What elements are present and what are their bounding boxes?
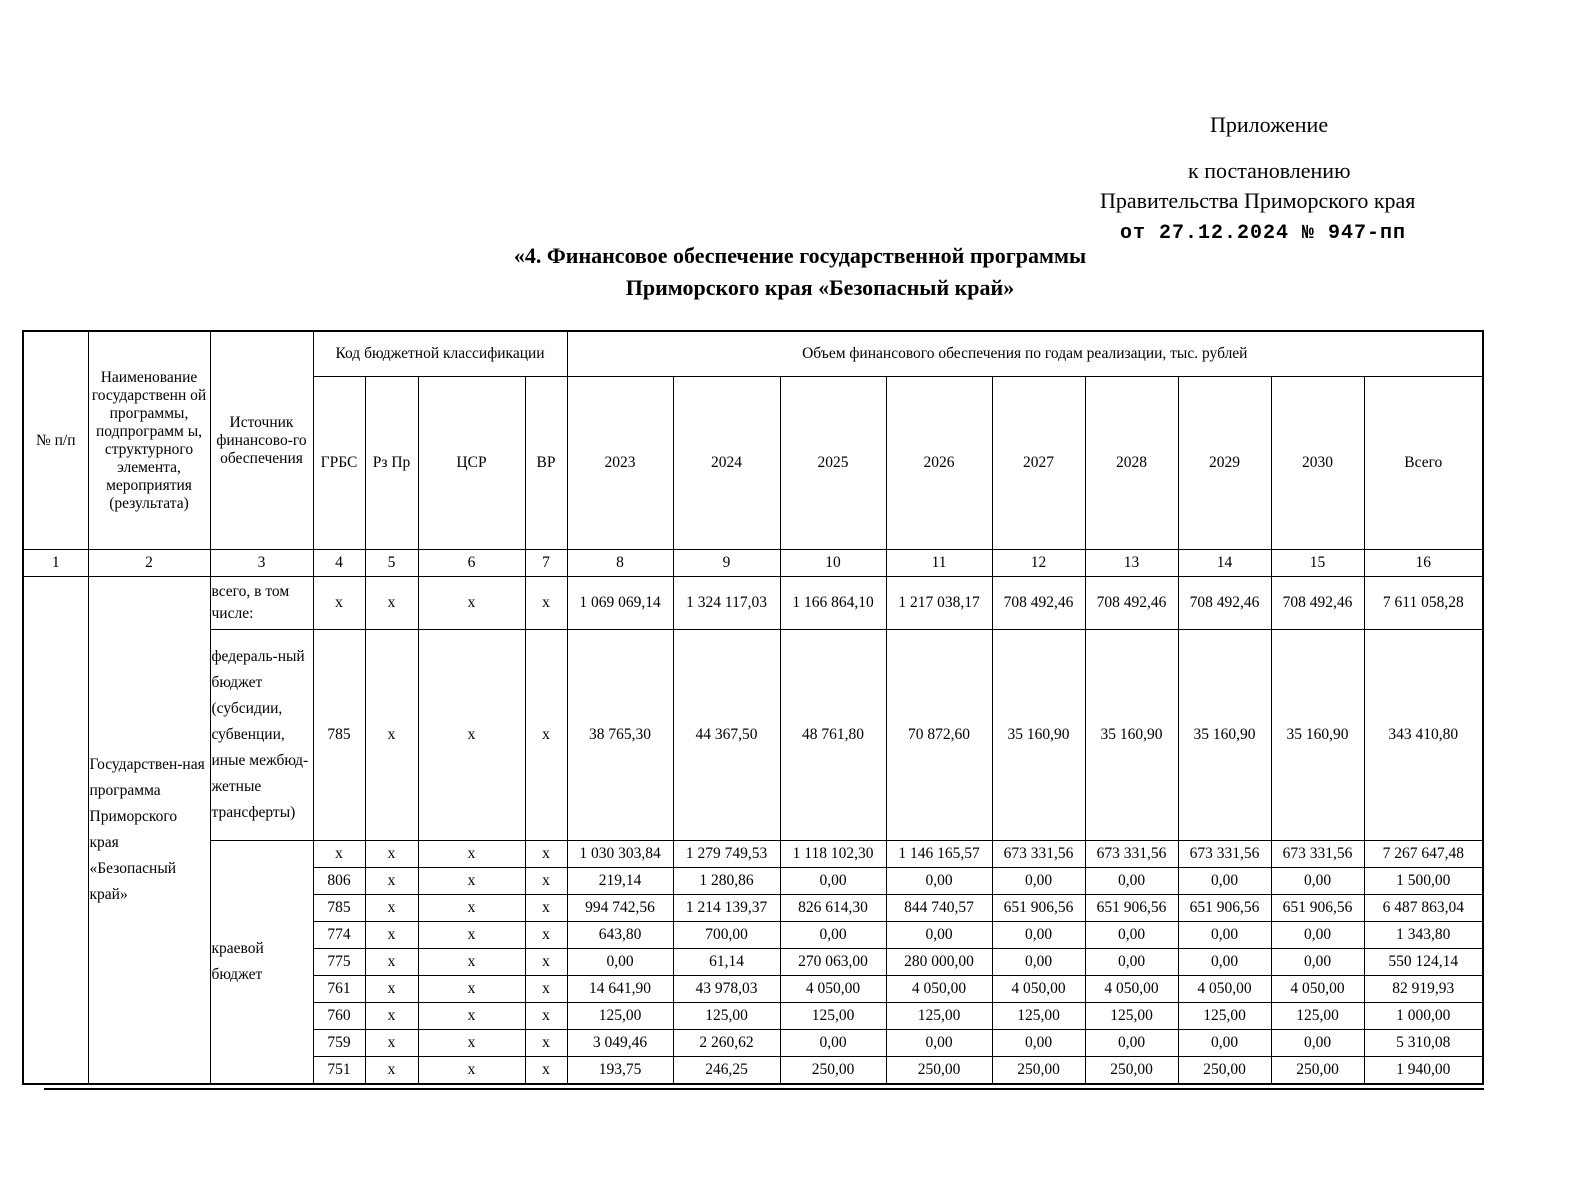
value-cell: 4 050,00	[780, 976, 886, 1003]
header-source: Источник финансово-го обеспечения	[210, 331, 313, 550]
value-cell: 219,14	[567, 868, 673, 895]
grbs-cell: 751	[313, 1057, 365, 1085]
row-number-cell	[23, 577, 88, 1085]
header-rzpr: Рз Пр	[365, 377, 418, 550]
value-cell: 125,00	[992, 1003, 1085, 1030]
vr-cell: x	[525, 630, 567, 841]
grbs-cell: 759	[313, 1030, 365, 1057]
column-number: 3	[210, 550, 313, 577]
header-year-2028: 2028	[1085, 377, 1178, 550]
value-cell: 125,00	[1085, 1003, 1178, 1030]
value-cell: 1 146 165,57	[886, 841, 992, 868]
value-cell: 0,00	[886, 868, 992, 895]
value-cell: 43 978,03	[673, 976, 780, 1003]
column-number: 15	[1271, 550, 1364, 577]
title-line-2: Приморского края «Безопасный край»	[625, 275, 1015, 300]
rzpr-cell: x	[365, 1057, 418, 1085]
value-cell: 35 160,90	[1085, 630, 1178, 841]
vr-cell: x	[525, 1003, 567, 1030]
vr-cell: x	[525, 868, 567, 895]
column-number: 10	[780, 550, 886, 577]
value-cell: 125,00	[673, 1003, 780, 1030]
table-row	[23, 630, 1483, 841]
value-cell: 0,00	[1271, 949, 1364, 976]
grbs-cell: 785	[313, 895, 365, 922]
value-cell: 193,75	[567, 1057, 673, 1085]
rzpr-cell: x	[365, 841, 418, 868]
header-year-2025: 2025	[780, 377, 886, 550]
value-cell: 1 280,86	[673, 868, 780, 895]
csr-cell: x	[418, 1030, 525, 1057]
value-cell: 708 492,46	[1271, 577, 1364, 630]
appendix-label: Приложение	[1210, 112, 1329, 137]
csr-cell: x	[418, 1057, 525, 1085]
value-cell: 0,00	[780, 922, 886, 949]
source-regional: краевой бюджет	[210, 841, 313, 1085]
column-numbers-row	[23, 550, 1483, 577]
vr-cell: x	[525, 976, 567, 1003]
column-number: 11	[886, 550, 992, 577]
value-cell: 48 761,80	[780, 630, 886, 841]
value-cell: 0,00	[1178, 949, 1271, 976]
column-number: 5	[365, 550, 418, 577]
date-number-stamp: от 27.12.2024 № 947-пп	[1120, 222, 1407, 245]
value-cell: 0,00	[1085, 949, 1178, 976]
value-cell: 70 872,60	[886, 630, 992, 841]
value-cell: 708 492,46	[992, 577, 1085, 630]
vr-cell: x	[525, 949, 567, 976]
value-cell: 0,00	[886, 922, 992, 949]
value-cell: 1 214 139,37	[673, 895, 780, 922]
value-cell: 844 740,57	[886, 895, 992, 922]
grbs-cell: 785	[313, 630, 365, 841]
value-cell: 125,00	[780, 1003, 886, 1030]
value-cell: 7 267 647,48	[1364, 841, 1483, 868]
value-cell: 1 030 303,84	[567, 841, 673, 868]
grbs-cell: x	[313, 841, 365, 868]
financing-table	[22, 330, 1484, 1085]
value-cell: 1 166 864,10	[780, 577, 886, 630]
grbs-cell: 761	[313, 976, 365, 1003]
header-year-2027: 2027	[992, 377, 1085, 550]
value-cell: 125,00	[886, 1003, 992, 1030]
column-number: 13	[1085, 550, 1178, 577]
value-cell: 1 000,00	[1364, 1003, 1483, 1030]
vr-cell: x	[525, 895, 567, 922]
value-cell: 1 940,00	[1364, 1057, 1483, 1085]
grbs-cell: 760	[313, 1003, 365, 1030]
value-cell: 651 906,56	[1085, 895, 1178, 922]
csr-cell: x	[418, 841, 525, 868]
header-grbs: ГРБС	[313, 377, 365, 550]
csr-cell: x	[418, 895, 525, 922]
vr-cell: x	[525, 841, 567, 868]
source-federal: федераль-ный бюджет (субсидии, субвенции, иные межбюд-жетные трансферты)	[210, 630, 313, 841]
header-year-2029: 2029	[1178, 377, 1271, 550]
csr-cell: x	[418, 630, 525, 841]
column-number: 7	[525, 550, 567, 577]
column-number: 4	[313, 550, 365, 577]
value-cell: 6 487 863,04	[1364, 895, 1483, 922]
rzpr-cell: x	[365, 868, 418, 895]
value-cell: 1 324 117,03	[673, 577, 780, 630]
value-cell: 0,00	[1178, 922, 1271, 949]
value-cell: 7 611 058,28	[1364, 577, 1483, 630]
rzpr-cell: x	[365, 1003, 418, 1030]
value-cell: 4 050,00	[1085, 976, 1178, 1003]
value-cell: 270 063,00	[780, 949, 886, 976]
value-cell: 0,00	[992, 922, 1085, 949]
header-total: Всего	[1364, 377, 1483, 550]
program-name: Государствен-ная программа Приморского края «Безопасный край»	[88, 577, 210, 1085]
value-cell: 35 160,90	[1271, 630, 1364, 841]
value-cell: 673 331,56	[992, 841, 1085, 868]
column-number: 8	[567, 550, 673, 577]
value-cell: 0,00	[886, 1030, 992, 1057]
value-cell: 125,00	[1271, 1003, 1364, 1030]
document-title	[300, 240, 1300, 304]
grbs-cell: 806	[313, 868, 365, 895]
value-cell: 708 492,46	[1178, 577, 1271, 630]
value-cell: 651 906,56	[992, 895, 1085, 922]
value-cell: 700,00	[673, 922, 780, 949]
value-cell: 246,25	[673, 1057, 780, 1085]
value-cell: 14 641,90	[567, 976, 673, 1003]
value-cell: 0,00	[780, 868, 886, 895]
value-cell: 0,00	[992, 1030, 1085, 1057]
value-cell: 4 050,00	[886, 976, 992, 1003]
value-cell: 250,00	[780, 1057, 886, 1085]
value-cell: 0,00	[1271, 1030, 1364, 1057]
header-csr: ЦСР	[418, 377, 525, 550]
value-cell: 673 331,56	[1178, 841, 1271, 868]
csr-cell: x	[418, 949, 525, 976]
value-cell: 44 367,50	[673, 630, 780, 841]
value-cell: 0,00	[1178, 868, 1271, 895]
header-row-1	[23, 331, 1483, 377]
column-number: 14	[1178, 550, 1271, 577]
value-cell: 38 765,30	[567, 630, 673, 841]
value-cell: 651 906,56	[1178, 895, 1271, 922]
header-name: Наименование государственн ой программы, подпрограмм ы, структурного элемента, мероприятия (результата)	[88, 331, 210, 550]
value-cell: 1 279 749,53	[673, 841, 780, 868]
value-cell: 0,00	[992, 949, 1085, 976]
value-cell: 0,00	[1085, 1030, 1178, 1057]
value-cell: 1 343,80	[1364, 922, 1483, 949]
value-cell: 651 906,56	[1271, 895, 1364, 922]
header-vr: ВР	[525, 377, 567, 550]
value-cell: 35 160,90	[1178, 630, 1271, 841]
header-year-2026: 2026	[886, 377, 992, 550]
value-cell: 550 124,14	[1364, 949, 1483, 976]
value-cell: 250,00	[1178, 1057, 1271, 1085]
title-line-1: «4. Финансовое обеспечение государственной программы	[513, 243, 1087, 268]
value-cell: 1 069 069,14	[567, 577, 673, 630]
value-cell: 343 410,80	[1364, 630, 1483, 841]
grbs-cell: x	[313, 577, 365, 630]
value-cell: 82 919,93	[1364, 976, 1483, 1003]
header-year-2024: 2024	[673, 377, 780, 550]
table-row	[23, 577, 1483, 630]
vr-cell: x	[525, 922, 567, 949]
header-num: № п/п	[23, 331, 88, 550]
source-total: всего, в том числе:	[210, 577, 313, 630]
value-cell: 4 050,00	[1178, 976, 1271, 1003]
header-budget-code: Код бюджетной классификации	[313, 331, 567, 377]
value-cell: 1 500,00	[1364, 868, 1483, 895]
value-cell: 4 050,00	[1271, 976, 1364, 1003]
value-cell: 826 614,30	[780, 895, 886, 922]
rzpr-cell: x	[365, 949, 418, 976]
value-cell: 125,00	[567, 1003, 673, 1030]
value-cell: 250,00	[992, 1057, 1085, 1085]
csr-cell: x	[418, 868, 525, 895]
column-number: 6	[418, 550, 525, 577]
grbs-cell: 775	[313, 949, 365, 976]
value-cell: 0,00	[1271, 868, 1364, 895]
value-cell: 1 118 102,30	[780, 841, 886, 868]
csr-cell: x	[418, 577, 525, 630]
value-cell: 673 331,56	[1271, 841, 1364, 868]
value-cell: 1 217 038,17	[886, 577, 992, 630]
csr-cell: x	[418, 976, 525, 1003]
value-cell: 673 331,56	[1085, 841, 1178, 868]
value-cell: 4 050,00	[992, 976, 1085, 1003]
header-volume: Объем финансового обеспечения по годам реализации, тыс. рублей	[567, 331, 1483, 377]
value-cell: 35 160,90	[992, 630, 1085, 841]
value-cell: 994 742,56	[567, 895, 673, 922]
vr-cell: x	[525, 1057, 567, 1085]
vr-cell: x	[525, 577, 567, 630]
appendix-resolution-line: к постановлению	[1188, 158, 1351, 183]
rzpr-cell: x	[365, 895, 418, 922]
column-number: 2	[88, 550, 210, 577]
value-cell: 0,00	[1085, 868, 1178, 895]
appendix-government-line: Правительства Приморского края	[1100, 188, 1416, 213]
value-cell: 0,00	[992, 868, 1085, 895]
rzpr-cell: x	[365, 630, 418, 841]
grbs-cell: 774	[313, 922, 365, 949]
column-number: 16	[1364, 550, 1483, 577]
value-cell: 0,00	[1178, 1030, 1271, 1057]
value-cell: 0,00	[567, 949, 673, 976]
value-cell: 708 492,46	[1085, 577, 1178, 630]
header-year-2030: 2030	[1271, 377, 1364, 550]
value-cell: 250,00	[1271, 1057, 1364, 1085]
value-cell: 0,00	[1085, 922, 1178, 949]
column-number: 12	[992, 550, 1085, 577]
value-cell: 5 310,08	[1364, 1030, 1483, 1057]
header-year-2023: 2023	[567, 377, 673, 550]
value-cell: 61,14	[673, 949, 780, 976]
value-cell: 280 000,00	[886, 949, 992, 976]
rzpr-cell: x	[365, 976, 418, 1003]
value-cell: 250,00	[1085, 1057, 1178, 1085]
value-cell: 3 049,46	[567, 1030, 673, 1057]
bottom-rule	[44, 1088, 1484, 1090]
value-cell: 0,00	[780, 1030, 886, 1057]
value-cell: 0,00	[1271, 922, 1364, 949]
vr-cell: x	[525, 1030, 567, 1057]
column-number: 9	[673, 550, 780, 577]
rzpr-cell: x	[365, 577, 418, 630]
csr-cell: x	[418, 922, 525, 949]
value-cell: 2 260,62	[673, 1030, 780, 1057]
table-body	[23, 331, 1483, 1084]
column-number: 1	[23, 550, 88, 577]
value-cell: 125,00	[1178, 1003, 1271, 1030]
rzpr-cell: x	[365, 1030, 418, 1057]
csr-cell: x	[418, 1003, 525, 1030]
table-row	[23, 841, 1483, 868]
rzpr-cell: x	[365, 922, 418, 949]
value-cell: 643,80	[567, 922, 673, 949]
value-cell: 250,00	[886, 1057, 992, 1085]
